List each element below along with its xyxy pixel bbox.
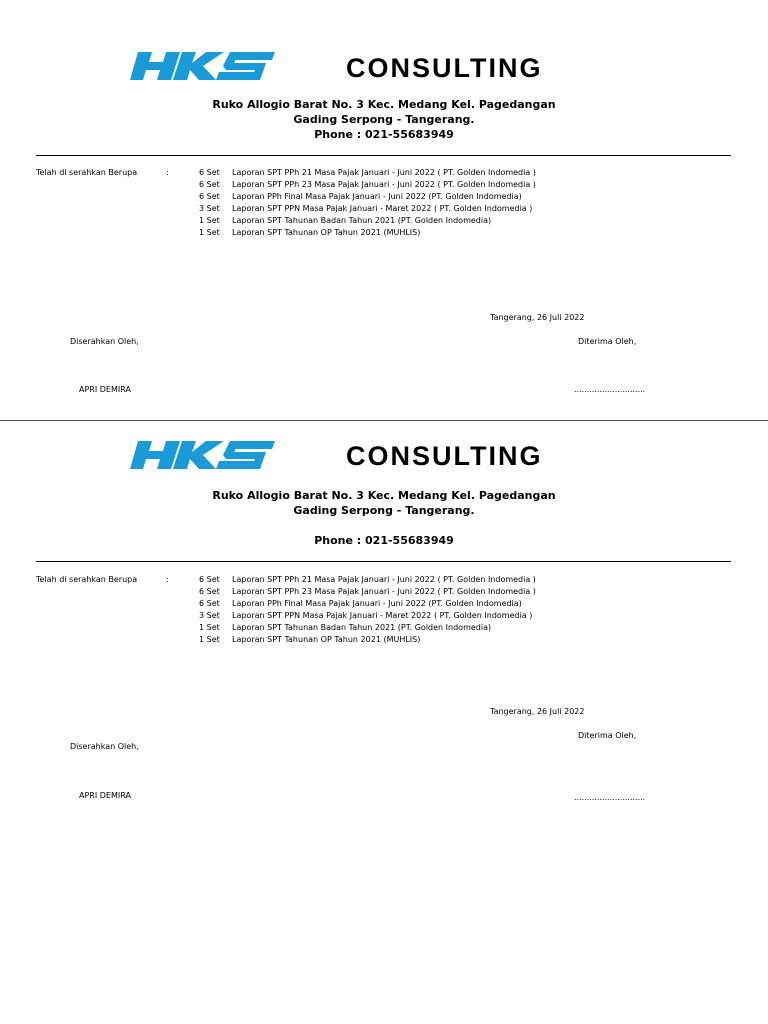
list-item [0,203,768,215]
item-desc: Laporan SPT PPh 21 Masa Pajak Januari - Juni 2022 ( PT. Golden Indomedia ) [232,168,536,177]
header-rule [36,561,731,562]
giver-name: APRI DEMIRA [79,385,131,394]
list-item [0,574,768,586]
list-item [0,598,768,610]
item-desc: Laporan SPT PPh 23 Masa Pajak Januari - Juni 2022 ( PT. Golden Indomedia ) [232,180,536,189]
item-qty: 1 Set [199,228,220,237]
list-item [0,215,768,227]
item-desc: Laporan SPT PPh 23 Masa Pajak Januari - Juni 2022 ( PT. Golden Indomedia ) [232,587,536,596]
hks-logo [130,50,275,82]
item-desc: Laporan SPT Tahunan OP Tahun 2021 (MUHLIS) [232,228,421,237]
item-qty: 6 Set [199,168,220,177]
item-desc: Laporan SPT PPN Masa Pajak Januari - Maret 2022 ( PT. Golden Indomedia ) [232,611,533,620]
item-qty: 6 Set [199,587,220,596]
given-by-label: Diserahkan Oleh, [70,742,139,751]
item-desc: Laporan SPT Tahunan Badan Tahun 2021 (PT. Golden Indomedia) [232,216,492,225]
header-rule [36,155,731,156]
handover-label: Telah di serahkan Berupa [36,168,138,177]
receiver-signature-line: ............................ [574,385,646,394]
handover-label: Telah di serahkan Berupa [36,575,138,584]
item-desc: Laporan PPh Final Masa Pajak Januari - Juni 2022 (PT. Golden Indomedia) [232,192,522,201]
list-item [0,191,768,203]
received-by-label: Diterima Oleh, [578,731,637,740]
item-list [0,167,768,239]
item-qty: 1 Set [199,216,220,225]
item-desc: Laporan SPT PPh 21 Masa Pajak Januari - Juni 2022 ( PT. Golden Indomedia ) [232,575,536,584]
item-qty: 6 Set [199,575,220,584]
item-desc: Laporan SPT Tahunan OP Tahun 2021 (MUHLIS) [232,635,421,644]
item-qty: 1 Set [199,623,220,632]
date: Tangerang, 26 Juli 2022 [490,313,585,322]
phone: Phone : 021-55683949 [314,128,454,141]
item-list [0,574,768,646]
list-item [0,610,768,622]
giver-name: APRI DEMIRA [79,791,131,800]
list-item [0,179,768,191]
list-item [0,586,768,598]
receipt-1 [0,0,768,420]
item-qty: 3 Set [199,204,220,213]
item-qty: 6 Set [199,180,220,189]
colon: : [166,168,169,177]
list-item [0,622,768,634]
list-item [0,634,768,646]
item-qty: 1 Set [199,635,220,644]
date: Tangerang, 26 Juli 2022 [490,707,585,716]
list-item [0,167,768,179]
receiver-signature-line: ............................ [574,793,646,802]
address-line-2: Gading Serpong - Tangerang. [293,504,475,517]
receipt-2 [0,420,768,840]
item-desc: Laporan PPh Final Masa Pajak Januari - Juni 2022 (PT. Golden Indomedia) [232,599,522,608]
item-qty: 6 Set [199,192,220,201]
list-item [0,227,768,239]
received-by-label: Diterima Oleh, [578,337,637,346]
hks-logo [130,439,275,471]
given-by-label: Diserahkan Oleh, [70,337,139,346]
item-qty: 3 Set [199,611,220,620]
colon: : [166,575,169,584]
address-line-1: Ruko Allogio Barat No. 3 Kec. Medang Kel. Pagedangan [212,489,556,502]
phone: Phone : 021-55683949 [314,534,454,547]
company-name: CONSULTING [346,53,543,83]
item-desc: Laporan SPT Tahunan Badan Tahun 2021 (PT. Golden Indomedia) [232,623,492,632]
item-desc: Laporan SPT PPN Masa Pajak Januari - Maret 2022 ( PT. Golden Indomedia ) [232,204,533,213]
company-name: CONSULTING [346,441,543,471]
address-line-1: Ruko Allogio Barat No. 3 Kec. Medang Kel. Pagedangan [212,98,556,111]
item-qty: 6 Set [199,599,220,608]
address-line-2: Gading Serpong - Tangerang. [293,113,475,126]
